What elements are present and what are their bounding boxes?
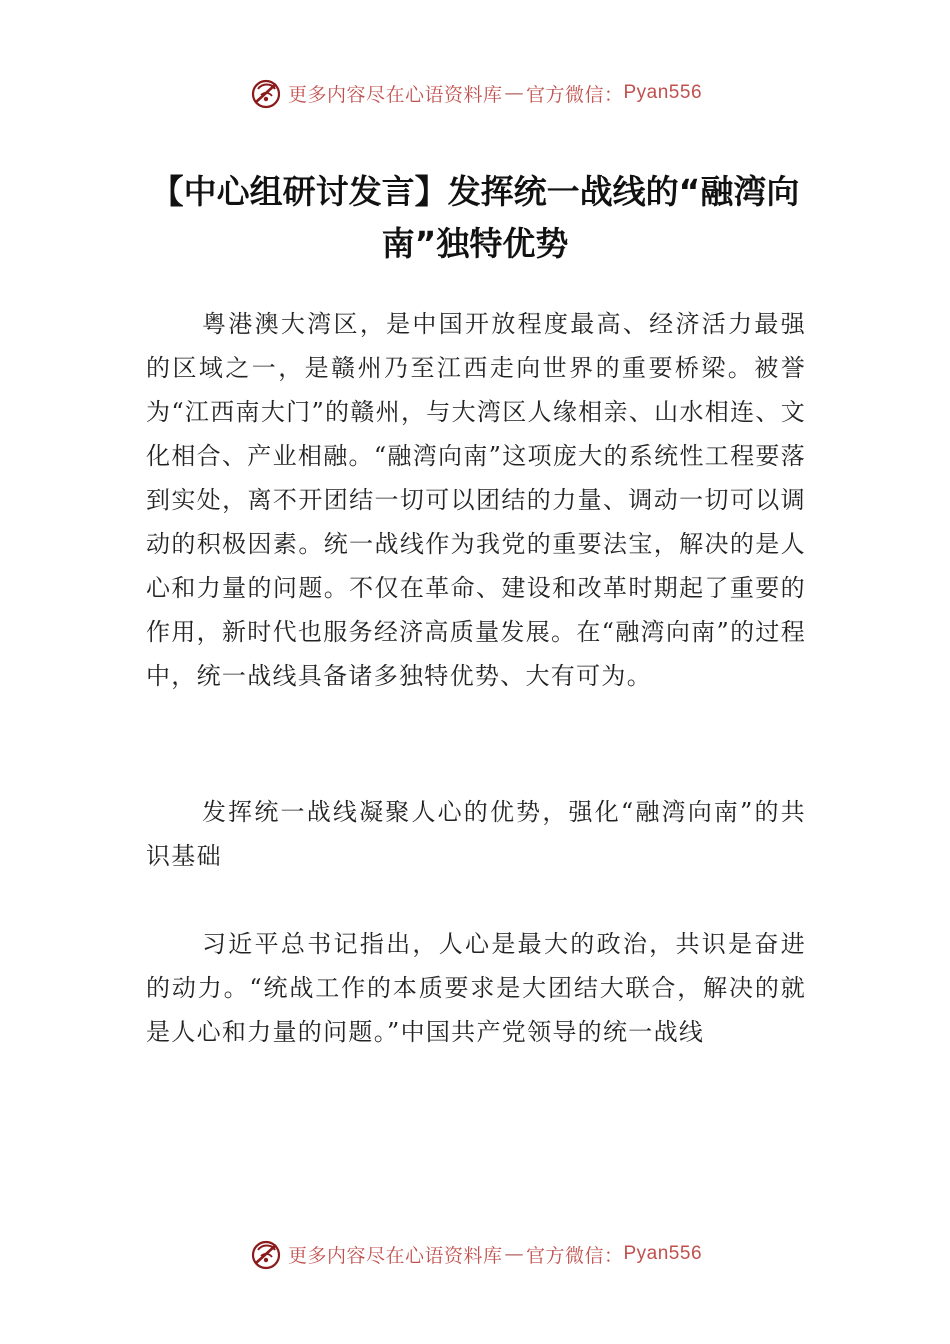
banner-dash: — [504, 82, 524, 104]
footer-banner [0, 1234, 950, 1274]
banner-wechat-label: 官方微信： [525, 83, 624, 106]
seal-logo-icon [248, 75, 284, 111]
banner-tagline: 更多内容尽在心语资料库 [287, 83, 503, 106]
seal-logo-icon [248, 1236, 284, 1272]
paragraph-intro: 粤港澳大湾区，是中国开放程度最高、经济活力最强的区域之一，是赣州乃至江西走向世界的重要桥梁。被誉为“江西南大门”的赣州，与大湾区人缘相亲、山水相连、文化相合、产业相融。“融湾向南”这项庞大的系统性工程要落到实处，离不开团结一切可以团结的力量、调动一切可以调动的积极因素。统一战线作为我党的重要法宝，解决的是人心和力量的问题。不仅在革命、建设和改革时期起了重要的作用，新时代也服务经济高质量发展。在“融湾向南”的过程中，统一战线具备诸多独特优势、大有可为。 [146, 310, 806, 690]
document-title: 【中心组研讨发言】发挥统一战线的“融湾向南”独特优势 [150, 172, 800, 263]
paragraph-body: 习近平总书记指出，人心是最大的政治，共识是奋进的动力。“统战工作的本质要求是大团结大联合，解决的就是人心和力量的问题。”中国共产党领导的统一战线 [146, 930, 806, 1046]
banner-dash: — [504, 1243, 524, 1265]
header-banner [0, 73, 950, 113]
banner-wechat-label: 官方微信： [525, 1244, 624, 1267]
section-heading: 发挥统一战线凝聚人心的优势，强化“融湾向南”的共识基础 [146, 798, 806, 870]
banner-wechat-id: Pyan556 [623, 1243, 703, 1264]
banner-tagline: 更多内容尽在心语资料库 [287, 1244, 503, 1267]
banner-wechat-id: Pyan556 [623, 82, 703, 103]
